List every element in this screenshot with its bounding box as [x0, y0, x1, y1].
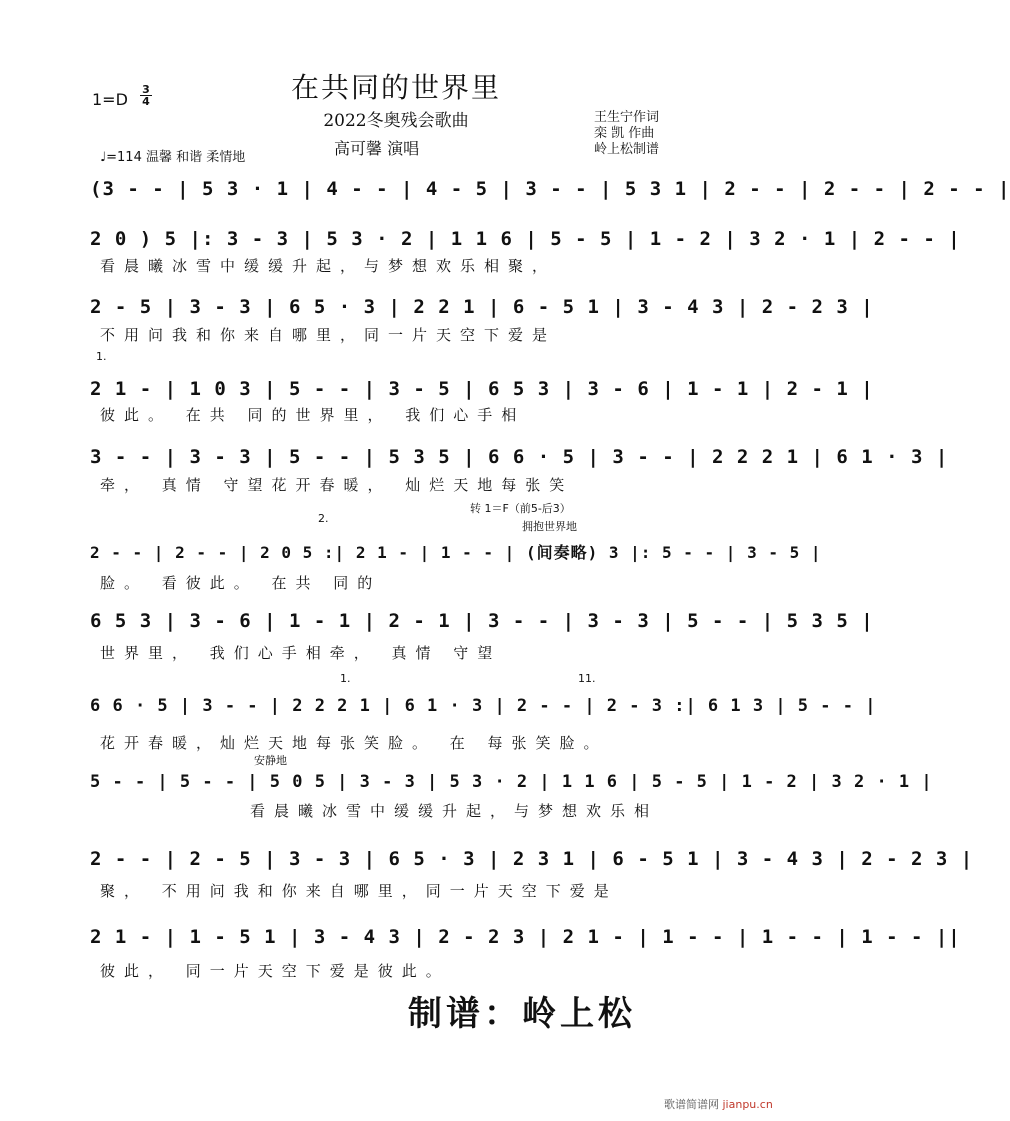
staff-system	[84, 690, 877, 724]
arranger-credit: 岭上松制谱	[594, 142, 660, 157]
watermark-site-name: 歌谱简谱网	[664, 1098, 719, 1111]
lyrics-line: 看晨曦冰雪中缓缓升起，与梦想欢乐相聚，	[100, 257, 557, 275]
notes-line: 3 - - | 3 - 3 | 5 - - | 5 3 5 | 6 6 · 5 | 3 - - | 2 2 2 1 | 6 1 · 3 |	[90, 446, 949, 468]
time-signature-bottom: 4	[140, 95, 152, 107]
lyrics-line: 脸。 看彼此。 在共 同的	[100, 574, 382, 592]
lyrics-line: 牵， 真情 守望花开春暖， 灿烂天地每张笑	[100, 476, 574, 494]
score-subtitle: 2022冬奥残会歌曲	[323, 111, 469, 131]
composer-credit: 栾 凯 作曲	[594, 126, 655, 141]
notes-line: (3 - - | 5 3 · 1 | 4 - - | 4 - 5 | 3 - - | 5 3 1 | 2 - - | 2 - - | 2 - - |	[90, 178, 1010, 200]
staff-system	[84, 290, 874, 324]
lyrics-line: 聚， 不用问我和你来自哪里，同一片天空下爱是	[100, 882, 618, 900]
lyrics-line: 不用问我和你来自哪里，同一片天空下爱是	[100, 326, 557, 344]
staff-system	[84, 172, 1010, 206]
staff-system	[84, 440, 949, 474]
lyrics-line: 花开春暖，灿烂天地每张笑脸。 在 每张笑脸。	[100, 734, 608, 752]
notes-line: 2 - - | 2 - 5 | 3 - 3 | 6 5 · 3 | 2 3 1 | 6 - 5 1 | 3 - 4 3 | 2 - 2 3 |	[90, 848, 974, 870]
tempo-marking: ♩=114 温馨 和谐 柔情地	[100, 150, 246, 165]
staff-system	[84, 222, 961, 256]
staff-system	[84, 920, 961, 954]
expression-calm: 安静地	[254, 754, 287, 767]
singer-credit: 高可馨 演唱	[334, 139, 420, 158]
expression-hug-world: 拥抱世界地	[522, 520, 577, 533]
lyrics-line: 看晨曦冰雪中缓缓升起，与梦想欢乐相	[250, 802, 659, 820]
notes-line: 2 - 5 | 3 - 3 | 6 5 · 3 | 2 2 1 | 6 - 5 1 | 3 - 4 3 | 2 - 2 3 |	[90, 296, 874, 318]
staff-system	[84, 372, 874, 406]
notes-line: 6 5 3 | 3 - 6 | 1 - 1 | 2 - 1 | 3 - - | 3 - 3 | 5 - - | 5 3 5 |	[90, 610, 874, 632]
lyricist-credit: 王生宁作词	[594, 110, 660, 125]
key-signature: 1=D	[92, 90, 128, 109]
staff-system	[84, 604, 874, 638]
staff-system	[84, 534, 822, 568]
watermark	[664, 1096, 773, 1112]
time-signature-top: 3	[142, 83, 150, 96]
credits	[594, 110, 659, 158]
lyrics-line: 彼此， 同一片天空下爱是彼此。	[100, 962, 450, 980]
modulation-note: 转 1＝F（前5-后3）	[470, 502, 571, 515]
notes-line: 2 1 - | 1 0 3 | 5 - - | 3 - 5 | 6 5 3 | 3 - 6 | 1 - 1 | 2 - 1 |	[90, 378, 874, 400]
volta-1-marker: 1.	[340, 672, 351, 685]
lyrics-line: 彼此。 在共 同的世界里， 我们心手相	[100, 406, 526, 424]
notes-line: 2 1 - | 1 - 5 1 | 3 - 4 3 | 2 - 2 3 | 2 1 - | 1 - - | 1 - - | 1 - - ||	[90, 926, 961, 948]
lyrics-line: 世界里， 我们心手相牵， 真情 守望	[100, 644, 502, 662]
staff-system	[84, 766, 933, 800]
watermark-domain: jianpu.cn	[722, 1098, 773, 1111]
transcriber-signature: 制谱：岭上松	[408, 994, 636, 1034]
time-signature	[140, 84, 152, 107]
volta-2-marker: 2.	[318, 512, 329, 525]
notes-line: 5 - - | 5 - - | 5 0 5 | 3 - 3 | 5 3 · 2 | 1 1 6 | 5 - 5 | 1 - 2 | 3 2 · 1 |	[90, 772, 933, 792]
notes-line: 6 6 · 5 | 3 - - | 2 2 2 1 | 6 1 · 3 | 2 - - | 2 - 3 :| 6 1 3 | 5 - - |	[90, 696, 877, 716]
notes-line: 2 - - | 2 - - | 2 0 5 :| 2 1 - | 1 - - | (间奏略) 3 |: 5 - - | 3 - 5 |	[90, 543, 822, 562]
staff-system	[84, 842, 974, 876]
notes-line: 2 0 ) 5 |: 3 - 3 | 5 3 · 2 | 1 1 6 | 5 - 5 | 1 - 2 | 3 2 · 1 | 2 - - |	[90, 228, 961, 250]
volta-1-marker: 1.	[96, 350, 107, 363]
volta-11-marker: 11.	[578, 672, 596, 685]
score-title: 在共同的世界里	[290, 71, 501, 104]
